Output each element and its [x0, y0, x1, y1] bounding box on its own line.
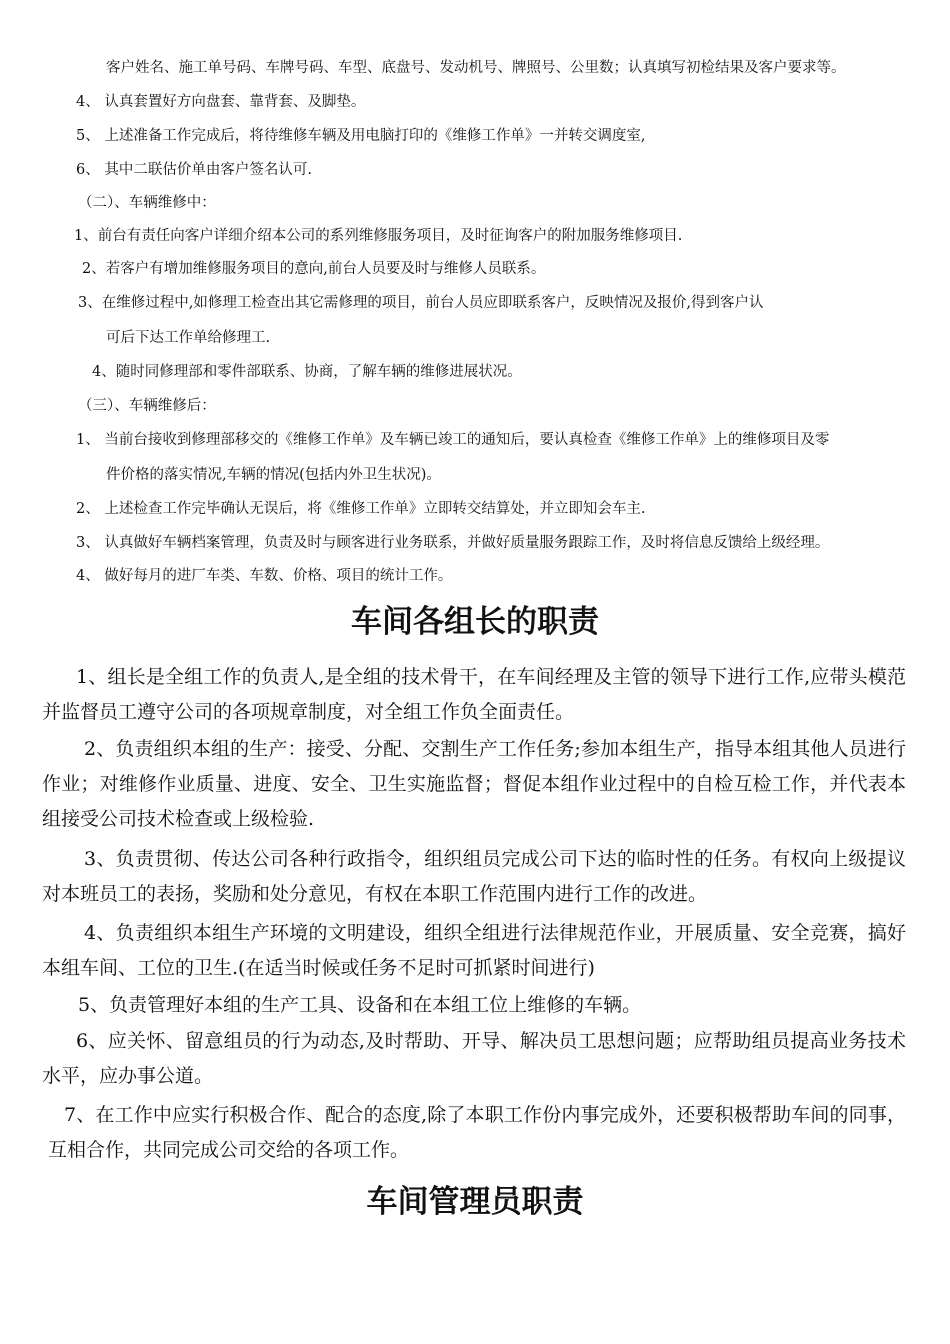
workshop-admin-title: 车间管理员职责 — [366, 1184, 584, 1220]
group-leader-paragraph-5: 5、负责管理好本组的生产工具、设备和在本组工位上维修的车辆。 — [78, 994, 642, 1016]
group-leader-paragraph-1: 1、组长是全组工作的负责人,是全组的技术骨干，在车间经理及主管的领导下进行工作,应带头模范并监督员工遵守公司的各项规章制度，对全组工作负全面责任。 — [42, 666, 906, 723]
post-service-item-4: 4、 做好每月的进厂车类、车数、价格、项目的统计工作。 — [76, 568, 453, 584]
during-service-item-2: 2、若客户有增加维修服务项目的意向,前台人员要及时与维修人员联系。 — [82, 261, 546, 277]
pre-service-line-continuation: 客户姓名、施工单号码、车牌号码、车型、底盘号、发动机号、牌照号、公里数；认真填写初检结果及客户要求等。 — [106, 60, 846, 76]
post-service-item-2: 2、 上述检查工作完毕确认无误后，将《维修工作单》立即转交结算处，并立即知会车主. — [76, 501, 646, 517]
group-leader-paragraph-4: 4、负责组织本组生产环境的文明建设，组织全组进行法律规范作业，开展质量、安全竞赛，搞好本组车间、工位的卫生.(在适当时候或任务不足时可抓紧时间进行) — [42, 922, 906, 979]
pre-service-item-5: 5、 上述准备工作完成后，将待维修车辆及用电脑打印的《维修工作单》一并转交调度室, — [76, 128, 646, 144]
during-service-item-1: 1、前台有责任向客户详细介绍本公司的系列维修服务项目，及时征询客户的附加服务维修项目. — [74, 228, 683, 244]
group-leader-paragraph-7: 7、在工作中应实行积极合作、配合的态度,除了本职工作份内事完成外，还要积极帮助车间的同事，互相合作，共同完成公司交给的各项工作。 — [48, 1104, 906, 1161]
post-service-item-3: 3、 认真做好车辆档案管理，负责及时与顾客进行业务联系，并做好质量服务跟踪工作，及时将信息反馈给上级经理。 — [76, 535, 830, 551]
group-leader-paragraph-3: 3、负责贯彻、传达公司各种行政指令，组织组员完成公司下达的临时性的任务。有权向上级提议对本班员工的表扬，奖励和处分意见，有权在本职工作范围内进行工作的改进。 — [42, 848, 906, 905]
post-service-heading: （三）、车辆维修后： — [78, 398, 216, 414]
group-leader-title: 车间各组长的职责 — [351, 604, 599, 640]
pre-service-item-4: 4、 认真套置好方向盘套、靠背套、及脚垫。 — [76, 94, 366, 110]
post-service-item-1-line-1: 1、 当前台接收到修理部移交的《维修工作单》及车辆已竣工的通知后，要认真检查《维修工作单》上的维修项目及零 — [76, 432, 830, 448]
during-service-item-3-line-2: 可后下达工作单给修理工. — [106, 330, 271, 346]
group-leader-paragraph-2: 2、负责组织本组的生产：接受、分配、交割生产工作任务;参加本组生产，指导本组其他人员进行作业；对维修作业质量、进度、安全、卫生实施监督；督促本组作业过程中的自检互检工作，并代表本组接受公司技术检查或上级检验. — [42, 738, 906, 830]
pre-service-item-6: 6、 其中二联估价单由客户签名认可. — [76, 162, 312, 178]
during-service-item-3-line-1: 3、在维修过程中,如修理工检查出其它需修理的项目，前台人员应即联系客户，反映情况及报价,得到客户认 — [78, 295, 764, 311]
during-service-heading: （二）、车辆维修中： — [78, 195, 216, 211]
post-service-item-1-line-2: 件价格的落实情况,车辆的情况(包括内外卫生状况)。 — [106, 467, 441, 483]
group-leader-paragraph-6: 6、应关怀、留意组员的行为动态,及时帮助、开导、解决员工思想问题；应帮助组员提高业务技术水平，应办事公道。 — [42, 1030, 906, 1087]
during-service-item-4: 4、随时同修理部和零件部联系、协商，了解车辆的维修进展状况。 — [92, 364, 522, 380]
